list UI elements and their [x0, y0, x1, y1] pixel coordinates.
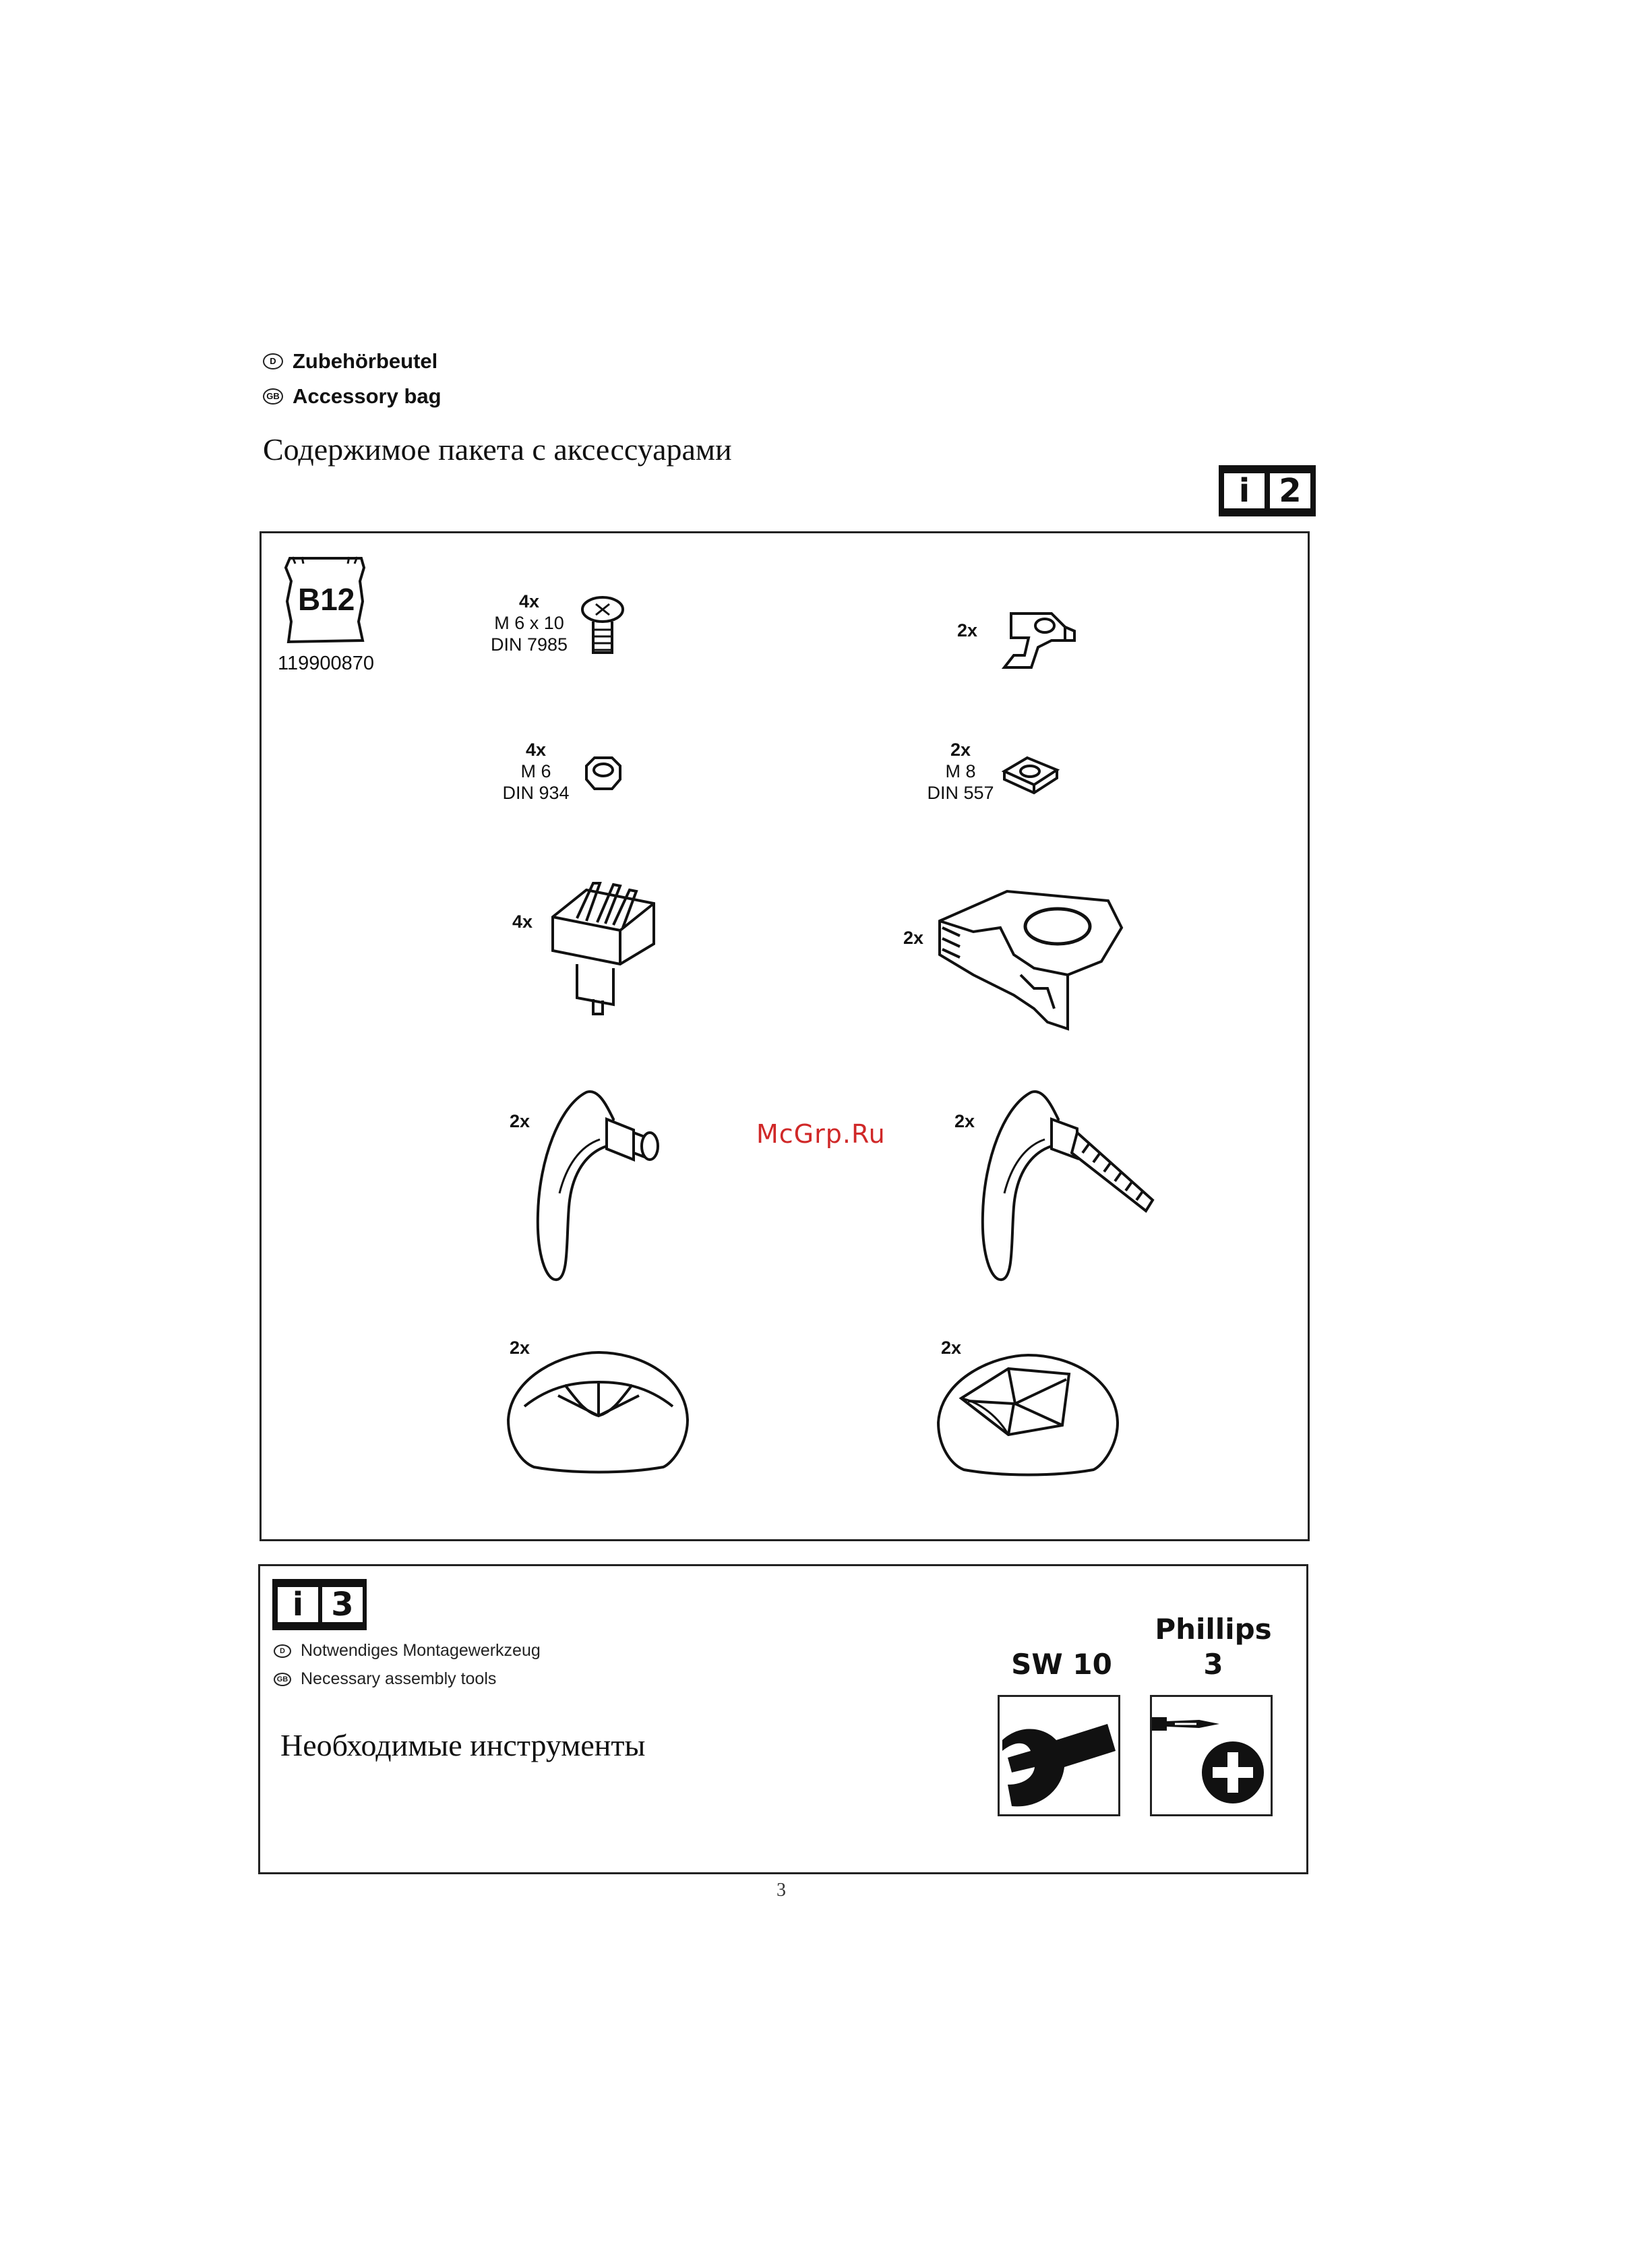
bag-part-number: 119900870 [278, 653, 375, 674]
screw-icon [580, 596, 627, 657]
de-language-marker: D [263, 353, 283, 369]
en-title: Accessory bag [293, 384, 442, 408]
lever-short-qty: 2x [510, 1111, 530, 1131]
ru-title: Содержимое пакета с аксессуарами [263, 432, 732, 467]
watermark: McGrp.Ru [756, 1119, 886, 1149]
bag-code: B12 [298, 582, 355, 617]
square-nut-norm: DIN 557 [927, 783, 994, 803]
tools-en-marker: GB [274, 1673, 291, 1686]
cap-cross-qty: 2x [510, 1338, 530, 1358]
en-language-marker: GB [263, 388, 283, 405]
clamp-claw-qty: 2x [903, 928, 924, 948]
tools-de-text: Notwendiges Montagewerkzeug [301, 1641, 541, 1660]
screw-spec [472, 591, 586, 655]
t-slot-adapter-icon [546, 870, 661, 1018]
phillips-screwdriver-icon [1152, 1697, 1271, 1814]
parts-box [260, 531, 1310, 1541]
bracket-qty: 2x [957, 620, 978, 640]
de-title-row [263, 349, 437, 374]
wrench-label: SW 10 [1011, 1648, 1112, 1681]
tools-info-i-glyph: i [278, 1587, 318, 1622]
hex-nut-qty: 4x [525, 740, 547, 760]
bracket-icon [991, 600, 1078, 674]
screwdriver-tool-box [1150, 1695, 1273, 1816]
tools-info-step-number: 3 [322, 1587, 363, 1622]
tools-en-row [274, 1669, 496, 1689]
info-i-glyph: i [1224, 473, 1265, 508]
cap-star-qty: 2x [941, 1338, 962, 1358]
de-title: Zubehörbeutel [293, 349, 438, 373]
square-nut-size: M 8 [945, 761, 976, 781]
tools-en-text: Necessary assembly tools [301, 1669, 497, 1688]
page-number: 3 [777, 1880, 786, 1901]
cap-cross-icon [504, 1342, 693, 1476]
hex-nut-size: M 6 [520, 761, 551, 781]
square-nut-qty: 2x [950, 740, 971, 760]
screw-qty: 4x [518, 591, 540, 611]
info-step-number: 2 [1270, 473, 1310, 508]
t-slot-adapter-qty: 4x [512, 912, 533, 932]
clamp-claw-icon [933, 874, 1135, 1036]
info-book-icon [1219, 465, 1316, 516]
tools-de-row [274, 1641, 541, 1661]
screwdriver-label-line1: Phillips [1155, 1613, 1272, 1646]
square-nut-icon [1000, 752, 1061, 800]
en-title-row [263, 384, 442, 409]
tools-ru-title: Необходимые инструменты [280, 1728, 646, 1762]
lever-short-icon [512, 1079, 688, 1288]
tools-info-book-icon [272, 1579, 367, 1630]
hex-nut-spec [479, 739, 593, 804]
lever-long-qty: 2x [954, 1111, 975, 1131]
wrench-tool-box [998, 1695, 1120, 1816]
screwdriver-label-line2: 3 [1203, 1648, 1223, 1681]
hex-nut-norm: DIN 934 [502, 783, 570, 803]
cap-star-icon [934, 1344, 1123, 1479]
lever-long-icon [957, 1079, 1173, 1288]
hex-nut-icon [580, 754, 627, 794]
screw-norm: DIN 7985 [490, 634, 568, 655]
wrench-icon [1000, 1697, 1118, 1814]
screw-size: M 6 x 10 [494, 613, 564, 633]
tools-de-marker: D [274, 1644, 291, 1658]
